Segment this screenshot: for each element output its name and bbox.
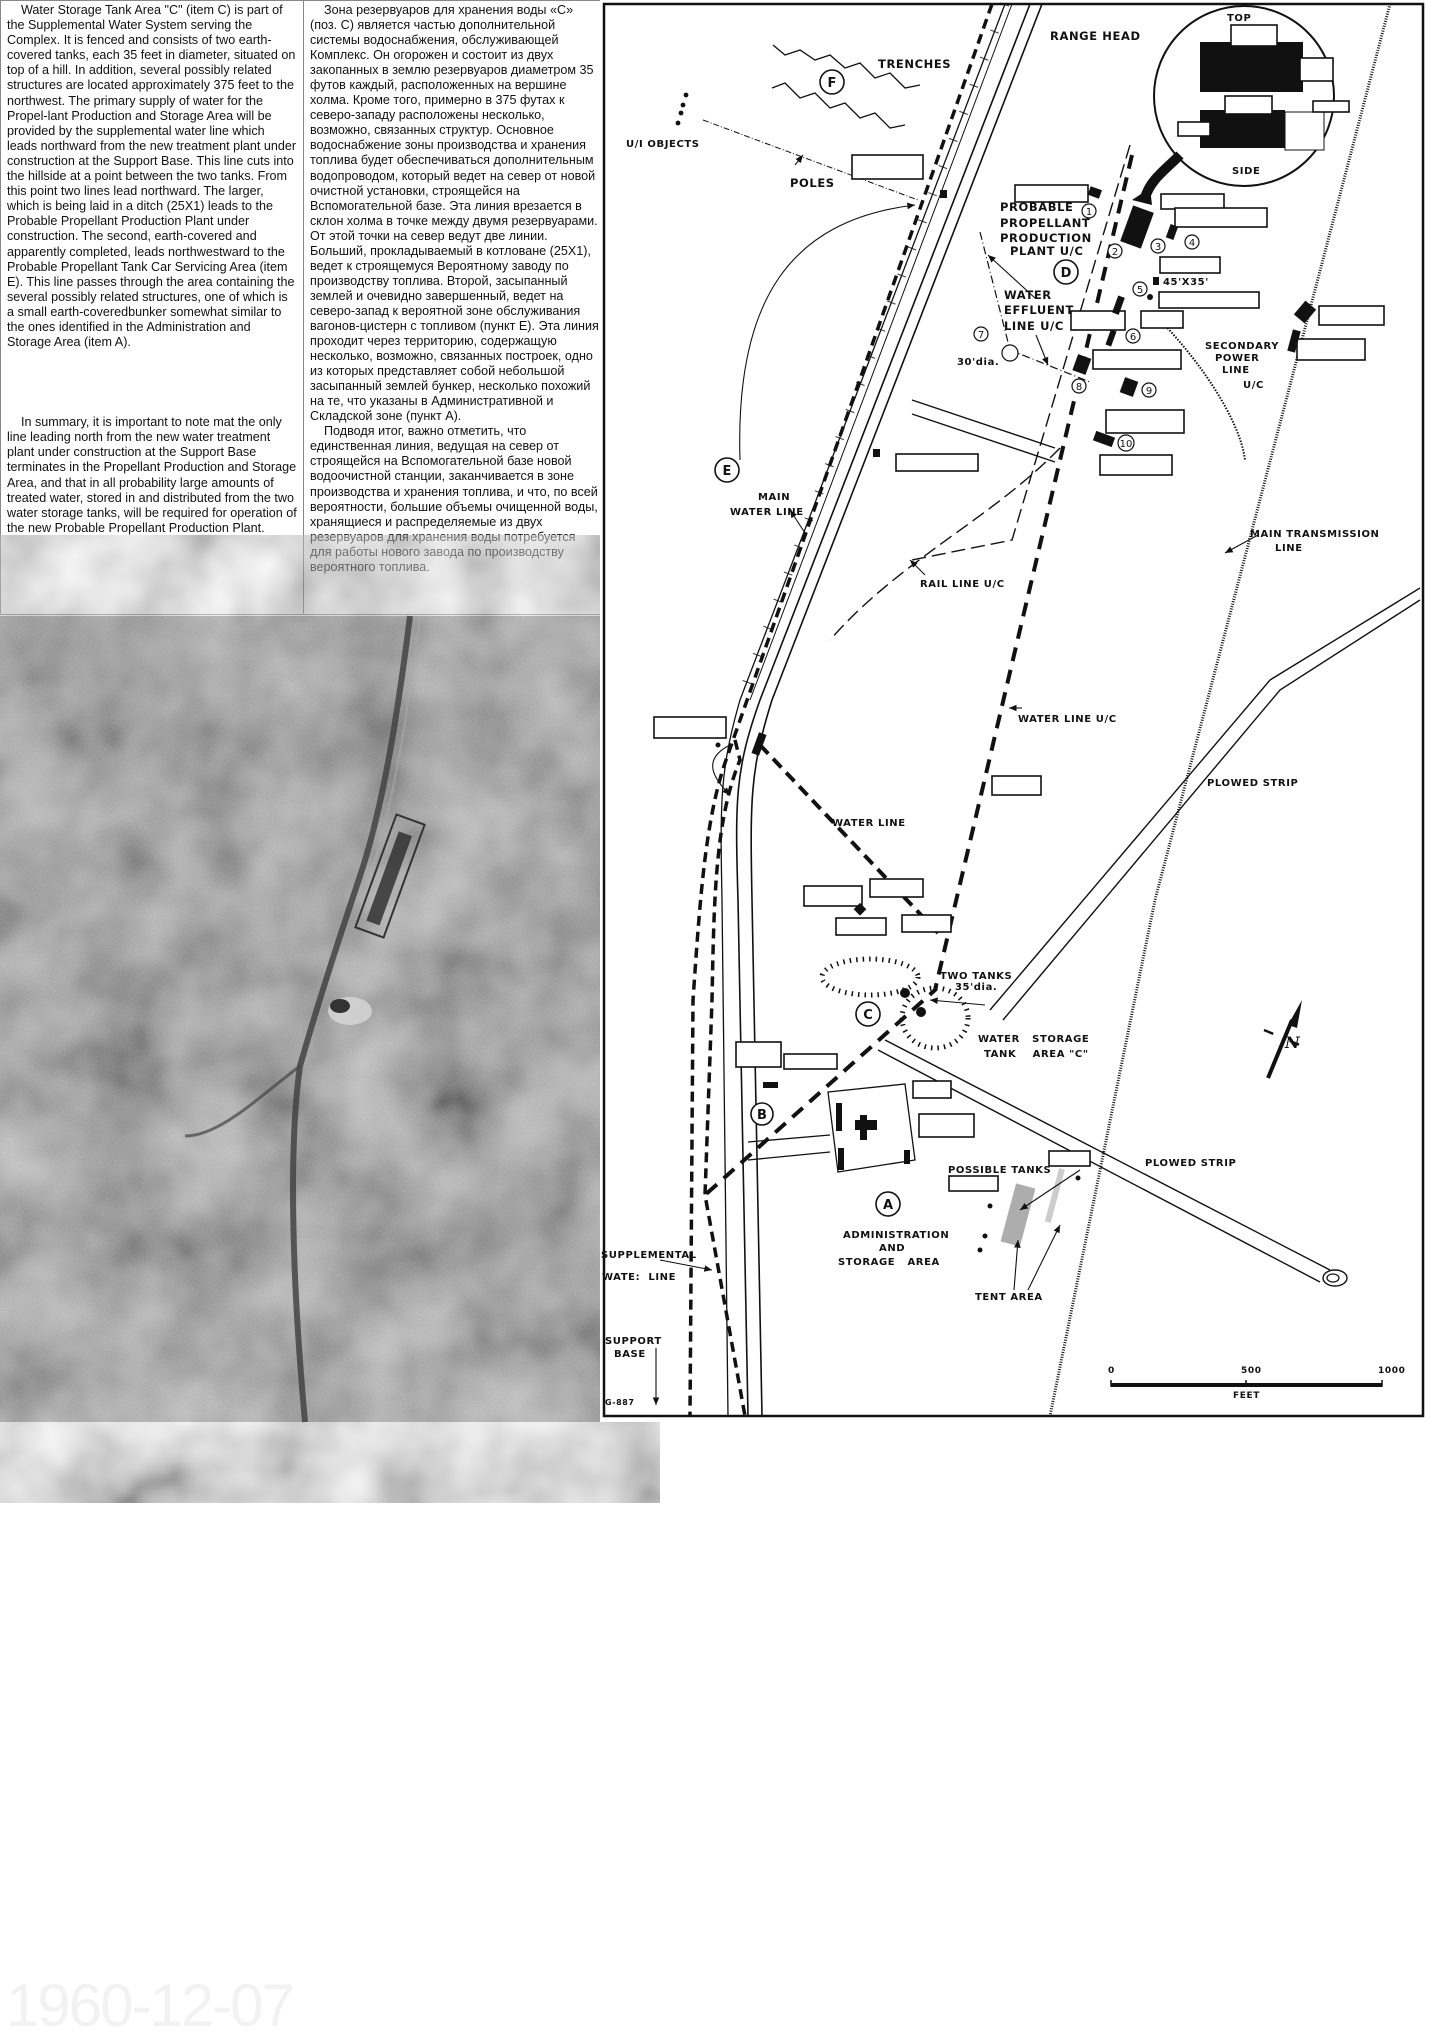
label-trenches: TRENCHES [878,57,952,71]
map-drawing [600,0,1429,1422]
label-poles: POLES [790,176,835,190]
label-admin-2: AND [879,1243,906,1254]
label-effluent-3: LINE U/C [1004,319,1064,333]
item-C-label: C [863,1008,873,1023]
label-supplemental-2: WATE: LINE [602,1272,677,1283]
structure-8: 8 [1075,382,1083,393]
label-45x35: 45'X35' [1163,277,1209,288]
label-tent-area: TENT AREA [975,1292,1043,1303]
label-main-trans-1: MAIN TRANSMISSION [1250,529,1380,540]
label-secondary-1: SECONDARY [1205,341,1280,352]
label-admin-1: ADMINISTRATION [843,1230,950,1241]
label-main-trans-2: LINE [1275,543,1303,554]
label-wsta-1: WATER STORAGE [978,1034,1090,1045]
label-main-water-1: MAIN [758,492,791,503]
english-paragraph-1: Water Storage Tank Area "C" (item C) is part of the Supplemental Water System serving the Complex. It is fenced and consists of two earth-covered tanks, each 35 feet in diameter, situated on top of a hill. In addition, several possibly related structures are located approximately 375 feet to the northwest. The primary supply of water for the Propel-lant Production and Storage Area will be provided by the supplemental water line which leads northward from the new treatment plant under construction at the Support Base. This line cuts into the hillside at a point between the two tanks. From this point two lines lead northward. The larger, which is being laid in a ditch (25X1) leads to the Probable Propellant Production Plant under construction. The second, earth-covered and apparently completed, leads northwestward to the Probable Propellant Tank Car Servicing Area (item E). This line passes through the area containing the several possibly related structures, one of which is a small earth-coveredbunker somewhat similar to the ones identified in the Administration and Storage Area (item A). [7,3,297,350]
label-plowed-strip-1: PLOWED STRIP [1207,778,1299,789]
item-B-label: B [757,1108,767,1123]
label-secondary-3: LINE [1222,365,1250,376]
structure-6: 6 [1129,332,1137,343]
structure-3: 3 [1154,242,1162,253]
label-supplemental-1: SUPPLEMENTAL [601,1250,697,1261]
label-effluent-1: WATER [1004,288,1052,302]
label-secondary-2: POWER [1215,353,1260,364]
label-effluent-2: EFFLUENT [1004,303,1074,317]
figure-id: G-887 [605,1398,635,1407]
label-plant-1: PROBABLE [1000,200,1074,214]
label-support-2: BASE [614,1349,646,1360]
russian-paragraph-2: Подводя итог, важно отметить, что единственная линия, ведущая на север от строящейся на Вспомогательной базе новой водоочистной станции, заканчивается в зоне производства и хранения топлива, и что, по всей вероятности, большие объемы очищенной воды, хранящиеся и распределяемые из двух резервуаров для хранения воды потребуется для работы нового завода по производству вероятного топлива. [310,424,598,574]
structure-4: 4 [1188,238,1196,249]
label-plowed-strip-2: PLOWED STRIP [1145,1158,1237,1169]
north-arrow-icon: N [1285,1033,1300,1052]
label-support-1: SUPPORT [605,1336,662,1347]
scale-tick-1000: 1000 [1378,1366,1406,1376]
structure-5: 5 [1136,285,1144,296]
label-main-water-2: WATER LINE [730,507,804,518]
structure-10: 10 [1119,439,1133,450]
date-stamp: 1960-12-07 [6,1972,293,2039]
label-range-head: RANGE HEAD [1050,29,1141,43]
scale-tick-0: 0 [1108,1366,1115,1376]
label-two-tanks-2: 35'dia. [955,982,998,993]
structure-7: 7 [977,330,985,341]
item-F-label: F [827,76,837,91]
label-ui-objects: U/I OBJECTS [626,139,700,150]
item-D-label: D [1060,266,1072,281]
english-paragraph-2: In summary, it is important to note mat the only line leading north from the new water treatment plant under construction at the Support Base terminates in the Propellant Production and Storage Area, and that in all probability large amounts of treated water, stored in and distributed from the two water storage tanks, will be required for operation of the new Probable Propellant Production Plant. [7,415,297,535]
structure-9: 9 [1145,386,1153,397]
item-A-label: A [882,1198,894,1213]
label-admin-3: STORAGE AREA [838,1257,940,1268]
label-plant-2: PROPELLANT [1000,216,1091,230]
label-plant-3: PRODUCTION [1000,231,1092,245]
annotated-map [600,0,1429,1422]
label-rail-line: RAIL LINE U/C [920,579,1005,590]
structure-2: 2 [1111,247,1119,258]
scale-tick-500: 500 [1241,1366,1262,1376]
label-wsta-2: TANK AREA "C" [984,1049,1089,1060]
label-secondary-4: U/C [1243,380,1264,391]
item-E-label: E [722,464,732,479]
aerial-photo-image [0,616,600,1422]
structure-1: 1 [1085,207,1093,218]
label-water-line: WATER LINE [832,818,906,829]
label-plant-4: PLANT U/C [1010,244,1084,258]
russian-text-column [303,0,606,615]
label-possible-tanks: POSSIBLE TANKS [948,1165,1052,1176]
scale-unit: FEET [1233,1391,1260,1401]
label-30-dia: 30'dia. [957,357,1000,368]
english-text-column [0,0,304,615]
label-water-line-uc: WATER LINE U/C [1018,714,1117,725]
label-inset-side: SIDE [1232,166,1261,177]
russian-paragraph-1: Зона резервуаров для хранения воды «С» (поз. С) является частью дополнительной системы водоснабжения, обслуживающей Комплекс. Он огорожен и состоит из двух закопанных в землю резервуаров диаметром 35 футов каждый, расположенных на вершине холма. Кроме того, примерно в 375 футах к северо-западу расположены несколько, возможно, связанных структур. Основное водоснабжение зоны производства и хранения топлива будет обеспечиваться дополнительным водопроводом, который ведет на север от новой очистной установки, строящейся на Вспомогательной базе. Эта линия врезается в склон холма в точке между двумя резервуарами. От этой точки на север ведут две линии. Больший, прокладываемый в котловане (25X1), ведет к строящемуся Вероятному заводу по производству топлива. Второй, засыпанный землей и очевидно завершенный, ведет на северо-запад к вероятной зоне обслуживания вагонов-цистерн с топливом (пункт Е). Эта линия проходит через территорию, содержащую несколько, возможно, связанных построек, одно из которых представляет собой небольшой засыпанный землей бункер, несколько похожий на те, что указаны в Административной и Складской зоне (пункт А). [310,3,599,424]
aerial-photo [0,616,600,2039]
label-inset-top: TOP [1227,13,1252,24]
label-two-tanks-1: TWO TANKS [940,971,1013,982]
